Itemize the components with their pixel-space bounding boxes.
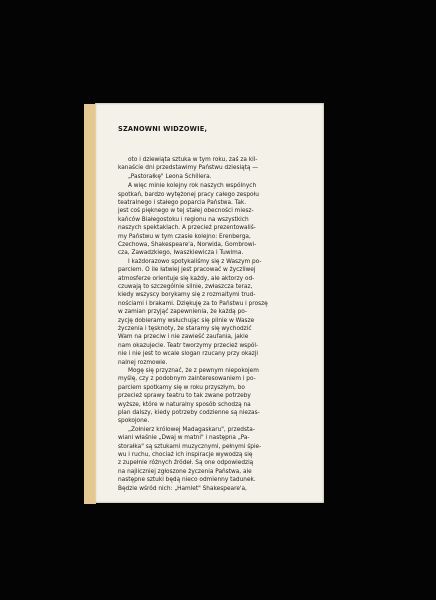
text-line: parciem. O ile łatwiej jest pracować w życzliwej [118, 267, 256, 274]
text-line: Będzie wśród nich: „Hamlet" Shakespeare'a, [118, 485, 247, 492]
text-line: jest coś pięknego w tej stałej obecności miesz- [118, 208, 254, 215]
text-line: plan dalszy, kiedy potrzeby codzienne są niezas- [118, 410, 260, 416]
text-line: kiedy wszyscy borykamy się z rozmaitymi trud- [118, 292, 256, 299]
text-line: storałka" są sztukami muzycznymi, pełnymi śpie- [118, 443, 262, 450]
text-line: parciem spotkamy się w roku przyszłym, bo [118, 384, 245, 391]
text-line: spokojone. [118, 418, 150, 425]
text-line: na najliczniej zgłoszone życzenia Państwa, ale [118, 468, 252, 475]
text-line: oto i dziewiąta sztuka w tym roku, zaś za kil- [128, 157, 258, 163]
text-line: my Państwu w tym czasie kolejno: Erenberga, [118, 233, 251, 240]
text-line: nam okazujecie. Teatr tworzymy przecież wspól- [118, 342, 259, 349]
text-line: wu i ruchu, chociaż ich inspiracje wywodzą się [118, 452, 253, 458]
text-line: przecież sprawy teatru to tak zwane potrzeby [118, 393, 251, 400]
text-line: następne sztuki będą nieco odmienny tadunek. [118, 477, 256, 484]
text-line: wyższe, które w naturalny sposób schodzą na [118, 401, 251, 408]
text-line: „Pastorałkę" Leona Schillera. [128, 173, 212, 180]
text-line: zycję dobieramy wsłuchując się pilnie w Wasze [118, 317, 255, 324]
text-line: nalnej rozmowie. [118, 359, 168, 366]
text-line: I każdorazowo spotykaliśmy się z Waszym po- [128, 258, 262, 265]
text-line: atmosferze orientuje się każdy, ale aktorzy od- [118, 275, 255, 282]
text-line: A więc minie kolejny rok naszych wspólnych [128, 183, 257, 190]
text-line: wiani właśnie „Dwaj w matni" i następna „Pa- [118, 435, 250, 442]
text-line: z zupełnie różnych źródeł. Są one odpowiedzią [118, 460, 254, 467]
text-line: „Żołnierz królowej Madagaskaru", przedsta- [128, 426, 255, 433]
text-line: kańców Białegostoku i regionu na wszystkich [118, 216, 249, 223]
text-line: cza, Zawadzkiego, Iwaszkiewicza i Tuwima. [118, 250, 244, 257]
text-line: życzenia i tęsknoty, że staramy się wychodzić [118, 326, 252, 332]
text-line: kanaście dni przedstawimy Państwu dziesiątą — [118, 165, 259, 172]
greeting-heading: SZANOWNI WIDZOWIE, [118, 125, 208, 133]
text-line: nie i nie jest to wcale slogan rzucany przy okazji [118, 351, 259, 358]
text-line: czuwają to szczególnie silnie, zwłaszcza teraz, [118, 284, 253, 290]
text-line: Czechowa, Shakespeare'a, Norwida, Gombrowi- [118, 242, 257, 248]
text-line: teatralnego i stałego poparcia Państwa. Tak. [118, 200, 247, 206]
text-line: naszych spektaklach. A przecież prezentowaliś- [118, 225, 256, 232]
text-line: Wam na przeciw i nie zawieść zaufania, jakie [118, 334, 249, 341]
text-line: myślę, czy z podobnym zainteresowaniem i po- [118, 376, 256, 383]
text-line: spotkań, bardzo wytężonej pracy całego zespołu [118, 191, 259, 198]
text-line: Mogę się przyznać, że z pewnym niepokojem [128, 368, 259, 374]
text-line: nościami i brakami. Dziękuję za to Państwu i proszę [118, 300, 268, 307]
text-line: w zamian przyjąć zapewnienia, że każdą po- [118, 309, 247, 316]
